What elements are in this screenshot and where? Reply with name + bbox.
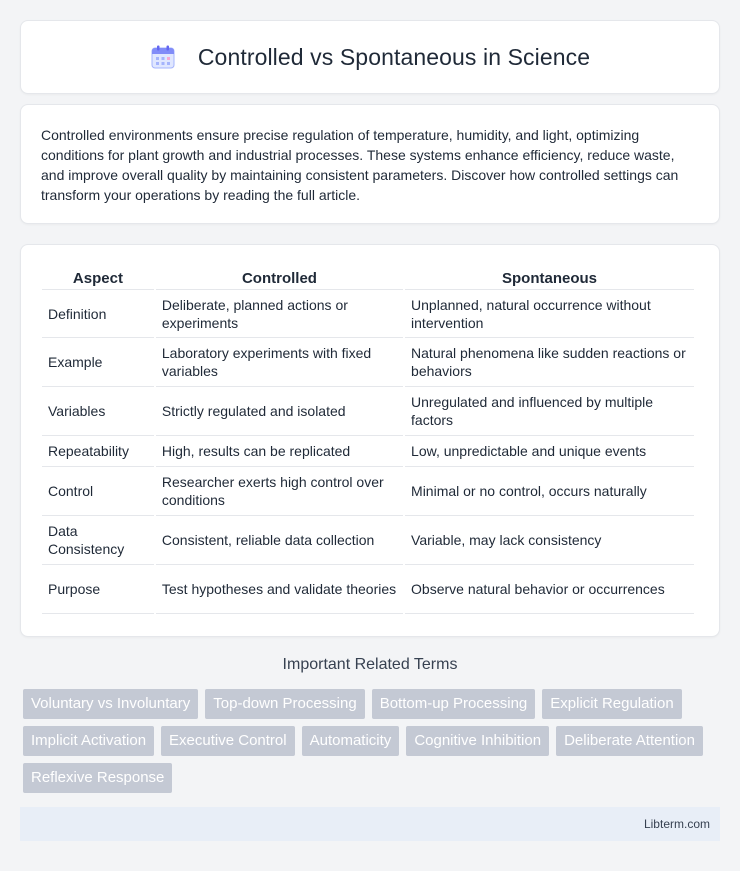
- header-inner: [150, 44, 590, 71]
- row-aspect-cell: Example: [42, 338, 154, 387]
- row-controlled-cell: Researcher exerts high control over conditions: [156, 467, 403, 516]
- table-header-row: [42, 265, 694, 289]
- related-term-tag[interactable]: Explicit Regulation: [542, 689, 681, 719]
- calendar-icon: [150, 44, 176, 70]
- row-controlled-cell: Deliberate, planned actions or experiments: [156, 289, 403, 338]
- row-aspect-cell: Repeatability: [42, 436, 154, 467]
- comparison-table-card: [20, 244, 720, 637]
- column-header-aspect: Aspect: [72, 270, 123, 287]
- related-term-tag[interactable]: Top-down Processing: [205, 689, 364, 719]
- related-term-tag[interactable]: Reflexive Response: [23, 763, 172, 793]
- row-spontaneous-cell: Natural phenomena like sudden reactions or behaviors: [405, 338, 694, 387]
- footer-site-link[interactable]: Libterm.com: [643, 817, 710, 831]
- column-header-controlled: Controlled: [241, 270, 317, 287]
- row-controlled-cell: High, results can be replicated: [156, 436, 403, 467]
- related-term-tag[interactable]: Automaticity: [302, 726, 400, 756]
- header-card: [20, 20, 720, 94]
- related-term-tag[interactable]: Implicit Activation: [23, 726, 154, 756]
- related-term-tag[interactable]: Cognitive Inhibition: [406, 726, 549, 756]
- related-terms-title: Important Related Terms: [282, 656, 458, 673]
- related-term-tag[interactable]: Voluntary vs Involuntary: [23, 689, 198, 719]
- row-controlled-cell: Consistent, reliable data collection: [156, 516, 403, 565]
- row-aspect-cell: Data Consistency: [42, 516, 154, 565]
- table-row: [42, 436, 694, 467]
- row-spontaneous-cell: Variable, may lack consistency: [405, 516, 694, 565]
- row-controlled-cell: Test hypotheses and validate theories: [156, 565, 403, 614]
- related-term-tag[interactable]: Bottom-up Processing: [372, 689, 536, 719]
- table-row: [42, 516, 694, 565]
- row-spontaneous-cell: Minimal or no control, occurs naturally: [405, 467, 694, 516]
- table-row: [42, 467, 694, 516]
- row-spontaneous-cell: Unplanned, natural occurrence without intervention: [405, 289, 694, 338]
- comparison-table: [40, 265, 696, 614]
- related-term-tag[interactable]: Executive Control: [161, 726, 295, 756]
- table-row: [42, 565, 694, 614]
- row-spontaneous-cell: Unregulated and influenced by multiple factors: [405, 387, 694, 436]
- row-controlled-cell: Laboratory experiments with fixed variables: [156, 338, 403, 387]
- row-aspect-cell: Variables: [42, 387, 154, 436]
- related-terms-list: [23, 689, 717, 793]
- table-row: [42, 338, 694, 387]
- table-row: [42, 387, 694, 436]
- intro-card: [20, 104, 720, 224]
- row-aspect-cell: Control: [42, 467, 154, 516]
- table-row: [42, 289, 694, 338]
- row-spontaneous-cell: Observe natural behavior or occurrences: [405, 565, 694, 614]
- row-controlled-cell: Strictly regulated and isolated: [156, 387, 403, 436]
- row-aspect-cell: Purpose: [42, 565, 154, 614]
- footer: [20, 807, 720, 841]
- intro-paragraph: Controlled environments ensure precise regulation of temperature, humidity, and light, optimizing conditions for plant growth and industrial processes. These systems enhance efficiency, reduce waste, and improve overall quality by maintaining consistent parameters. Discover how controlled settings can transform your operations by reading the full article.: [41, 127, 679, 203]
- row-aspect-cell: Definition: [42, 289, 154, 338]
- row-spontaneous-cell: Low, unpredictable and unique events: [405, 436, 694, 467]
- related-term-tag[interactable]: Deliberate Attention: [556, 726, 703, 756]
- page-title: Controlled vs Spontaneous in Science: [197, 43, 591, 70]
- column-header-spontaneous: Spontaneous: [502, 270, 598, 287]
